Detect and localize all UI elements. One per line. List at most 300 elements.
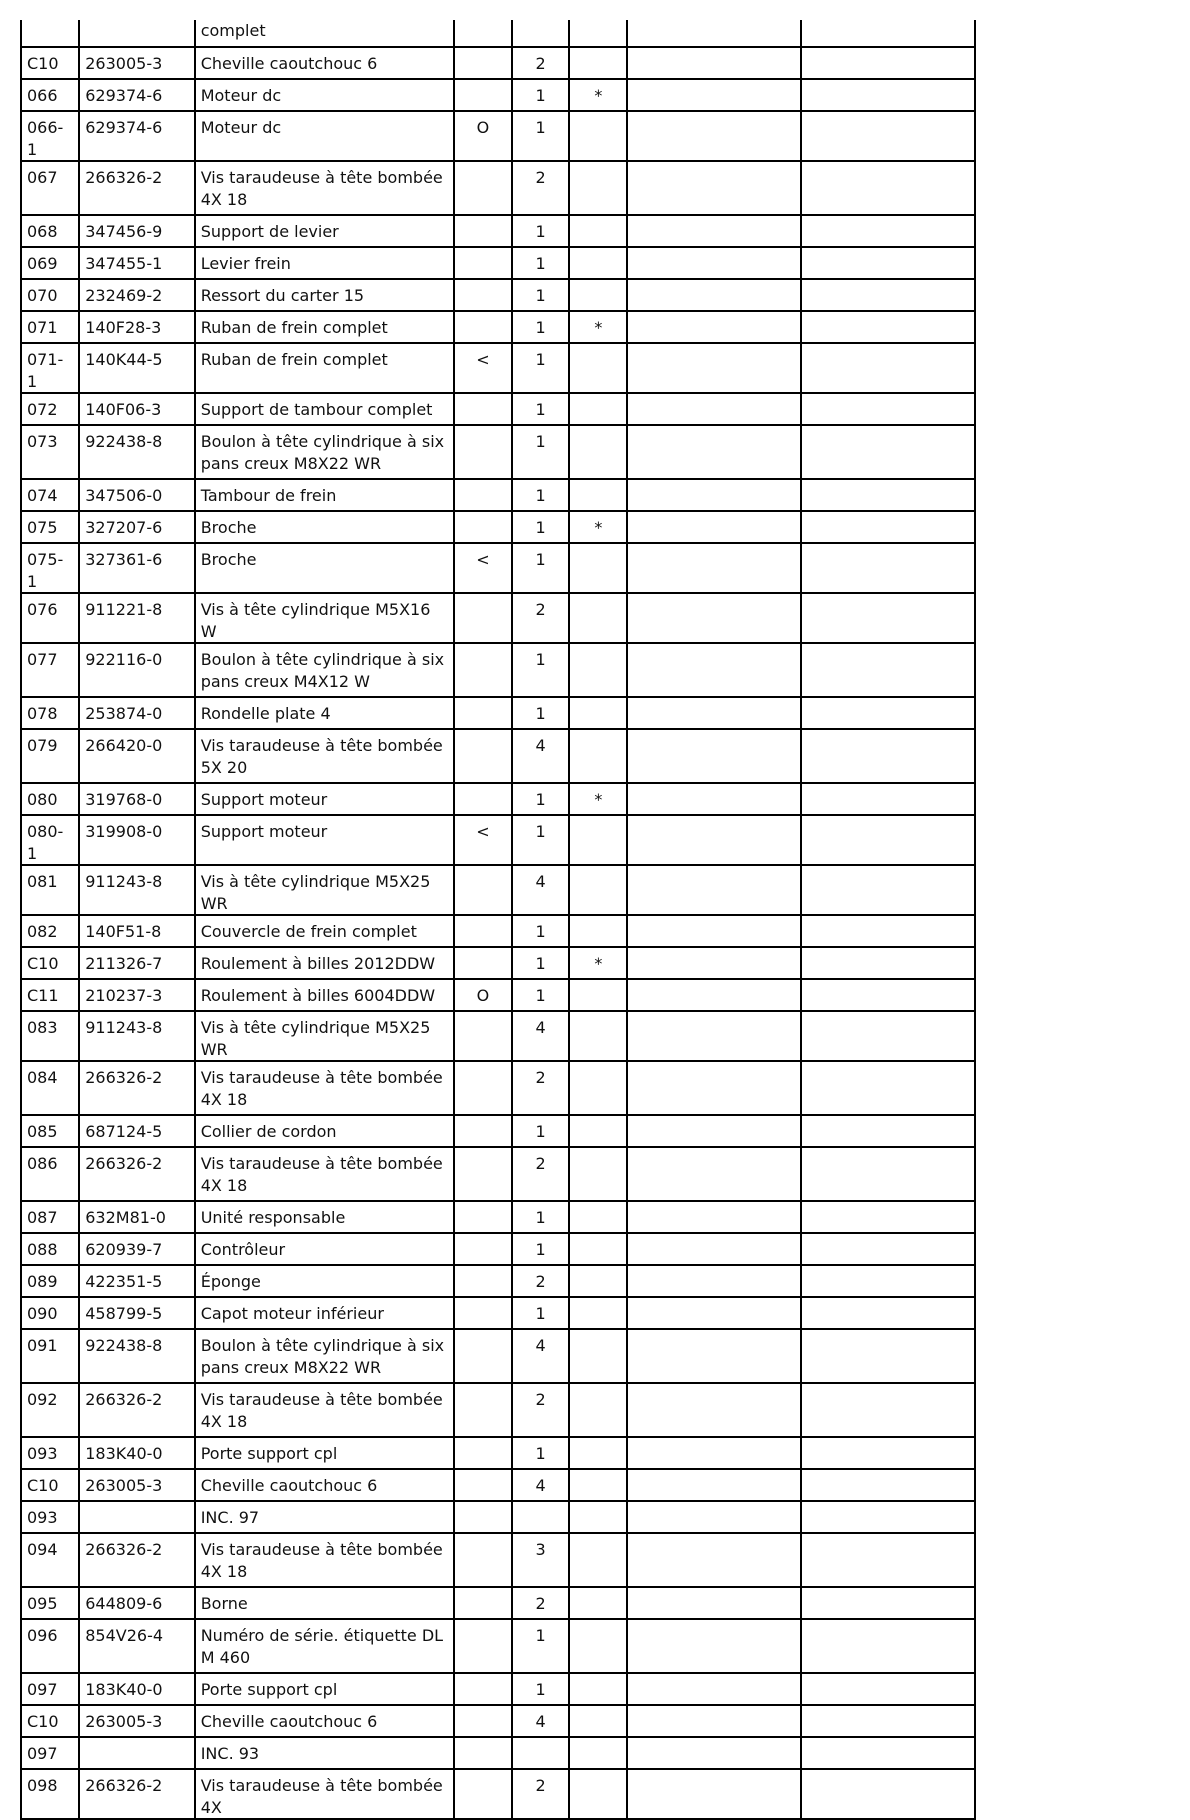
mark-cell: * (569, 783, 627, 815)
part-number-cell: 140F51-8 (79, 915, 194, 947)
ref-cell: 067 (21, 161, 79, 215)
description-cell: Porte support cpl (195, 1673, 454, 1705)
flag-cell (454, 1265, 512, 1297)
empty-cell (801, 111, 975, 161)
description-cell: Support de tambour complet (195, 393, 454, 425)
table-row (21, 511, 975, 543)
mark-cell (569, 215, 627, 247)
flag-cell (454, 1619, 512, 1673)
flag-cell (454, 643, 512, 697)
empty-cell (627, 1147, 801, 1201)
ref-cell: 090 (21, 1297, 79, 1329)
empty-cell (801, 1383, 975, 1437)
empty-cell (627, 393, 801, 425)
table-row (21, 783, 975, 815)
parts-table-body (21, 20, 975, 1819)
empty-cell (627, 1533, 801, 1587)
table-row (21, 1501, 975, 1533)
flag-cell (454, 1061, 512, 1115)
ref-cell: 068 (21, 215, 79, 247)
empty-cell (627, 111, 801, 161)
description-cell: Boulon à tête cylindrique à six pans creux M4X12 W (195, 643, 454, 697)
part-number-cell: 263005-3 (79, 1469, 194, 1501)
table-row (21, 311, 975, 343)
table-row (21, 1619, 975, 1673)
flag-cell (454, 1737, 512, 1769)
ref-cell: 074 (21, 479, 79, 511)
ref-cell: 066 (21, 79, 79, 111)
empty-cell (801, 1619, 975, 1673)
description-cell: Ruban de frein complet (195, 343, 454, 393)
ref-cell: 082 (21, 915, 79, 947)
empty-cell (801, 215, 975, 247)
part-number-cell: 140K44-5 (79, 343, 194, 393)
table-row (21, 697, 975, 729)
empty-cell (627, 979, 801, 1011)
part-number-cell: 911243-8 (79, 865, 194, 915)
empty-cell (801, 20, 975, 47)
description-cell: Ruban de frein complet (195, 311, 454, 343)
table-row (21, 1201, 975, 1233)
mark-cell (569, 729, 627, 783)
flag-cell: < (454, 543, 512, 593)
empty-cell (801, 247, 975, 279)
empty-cell (627, 1329, 801, 1383)
flag-cell (454, 1673, 512, 1705)
quantity-cell: 1 (512, 643, 569, 697)
table-row (21, 425, 975, 479)
quantity-cell: 1 (512, 511, 569, 543)
ref-cell: 085 (21, 1115, 79, 1147)
flag-cell: < (454, 815, 512, 865)
table-row (21, 1329, 975, 1383)
empty-cell (627, 947, 801, 979)
empty-cell (627, 1233, 801, 1265)
description-cell: Cheville caoutchouc 6 (195, 47, 454, 79)
empty-cell (627, 1011, 801, 1061)
empty-cell (627, 311, 801, 343)
mark-cell (569, 979, 627, 1011)
ref-cell: 097 (21, 1673, 79, 1705)
table-row (21, 815, 975, 865)
empty-cell (627, 1587, 801, 1619)
empty-cell (801, 947, 975, 979)
table-row (21, 1769, 975, 1819)
part-number-cell: 458799-5 (79, 1297, 194, 1329)
description-cell: Vis taraudeuse à tête bombée 4X (195, 1769, 454, 1819)
quantity-cell: 1 (512, 979, 569, 1011)
quantity-cell: 1 (512, 697, 569, 729)
mark-cell (569, 865, 627, 915)
part-number-cell: 266326-2 (79, 1769, 194, 1819)
part-number-cell: 327361-6 (79, 543, 194, 593)
part-number-cell: 266326-2 (79, 161, 194, 215)
ref-cell: 091 (21, 1329, 79, 1383)
part-number-cell: 854V26-4 (79, 1619, 194, 1673)
part-number-cell: 266420-0 (79, 729, 194, 783)
ref-cell: C10 (21, 1469, 79, 1501)
description-cell: Moteur dc (195, 79, 454, 111)
quantity-cell: 1 (512, 1115, 569, 1147)
ref-cell: 071 (21, 311, 79, 343)
quantity-cell: 4 (512, 1011, 569, 1061)
part-number-cell: 263005-3 (79, 1705, 194, 1737)
ref-cell: 073 (21, 425, 79, 479)
description-cell: Vis à tête cylindrique M5X25 WR (195, 1011, 454, 1061)
flag-cell (454, 1201, 512, 1233)
empty-cell (801, 915, 975, 947)
empty-cell (801, 1769, 975, 1819)
description-cell: Rondelle plate 4 (195, 697, 454, 729)
description-cell: INC. 97 (195, 1501, 454, 1533)
empty-cell (801, 543, 975, 593)
empty-cell (627, 1619, 801, 1673)
quantity-cell: 2 (512, 1383, 569, 1437)
quantity-cell (512, 1501, 569, 1533)
description-cell: Vis taraudeuse à tête bombée 4X 18 (195, 161, 454, 215)
part-number-cell: 140F06-3 (79, 393, 194, 425)
ref-cell: 092 (21, 1383, 79, 1437)
ref-cell: 070 (21, 279, 79, 311)
flag-cell (454, 47, 512, 79)
part-number-cell: 629374-6 (79, 111, 194, 161)
mark-cell (569, 593, 627, 643)
description-cell: Vis taraudeuse à tête bombée 4X 18 (195, 1383, 454, 1437)
quantity-cell: 2 (512, 1265, 569, 1297)
flag-cell (454, 865, 512, 915)
description-cell: Broche (195, 543, 454, 593)
mark-cell (569, 1147, 627, 1201)
part-number-cell: 183K40-0 (79, 1673, 194, 1705)
mark-cell: * (569, 311, 627, 343)
empty-cell (627, 1201, 801, 1233)
empty-cell (801, 393, 975, 425)
quantity-cell: 1 (512, 1619, 569, 1673)
ref-cell: 088 (21, 1233, 79, 1265)
empty-cell (801, 1297, 975, 1329)
mark-cell: * (569, 79, 627, 111)
flag-cell (454, 79, 512, 111)
table-row (21, 1297, 975, 1329)
empty-cell (801, 1265, 975, 1297)
empty-cell (627, 1769, 801, 1819)
mark-cell (569, 1705, 627, 1737)
ref-cell: 096 (21, 1619, 79, 1673)
quantity-cell: 1 (512, 111, 569, 161)
empty-cell (627, 815, 801, 865)
mark-cell (569, 343, 627, 393)
empty-cell (627, 915, 801, 947)
empty-cell (801, 697, 975, 729)
table-row (21, 593, 975, 643)
part-number-cell: 911243-8 (79, 1011, 194, 1061)
flag-cell: O (454, 979, 512, 1011)
ref-cell: 087 (21, 1201, 79, 1233)
description-cell: Cheville caoutchouc 6 (195, 1469, 454, 1501)
part-number-cell: 253874-0 (79, 697, 194, 729)
table-row (21, 1437, 975, 1469)
quantity-cell: 2 (512, 1587, 569, 1619)
empty-cell (627, 643, 801, 697)
quantity-cell: 1 (512, 393, 569, 425)
description-cell: Capot moteur inférieur (195, 1297, 454, 1329)
ref-cell: 083 (21, 1011, 79, 1061)
part-number-cell: 319908-0 (79, 815, 194, 865)
empty-cell (627, 425, 801, 479)
empty-cell (627, 279, 801, 311)
empty-cell (801, 979, 975, 1011)
empty-cell (801, 79, 975, 111)
empty-cell (627, 1673, 801, 1705)
description-cell: Tambour de frein (195, 479, 454, 511)
mark-cell (569, 393, 627, 425)
part-number-cell: 266326-2 (79, 1383, 194, 1437)
flag-cell (454, 1115, 512, 1147)
ref-cell: 072 (21, 393, 79, 425)
mark-cell (569, 1769, 627, 1819)
mark-cell (569, 643, 627, 697)
mark-cell (569, 1201, 627, 1233)
mark-cell (569, 1011, 627, 1061)
table-row (21, 643, 975, 697)
table-row (21, 111, 975, 161)
empty-cell (801, 47, 975, 79)
table-row (21, 1011, 975, 1061)
description-cell: Boulon à tête cylindrique à six pans creux M8X22 WR (195, 425, 454, 479)
flag-cell (454, 1501, 512, 1533)
description-cell: Levier frein (195, 247, 454, 279)
quantity-cell: 1 (512, 947, 569, 979)
mark-cell: * (569, 947, 627, 979)
ref-cell: 094 (21, 1533, 79, 1587)
empty-cell (801, 1233, 975, 1265)
quantity-cell: 2 (512, 1061, 569, 1115)
flag-cell (454, 783, 512, 815)
description-cell: Boulon à tête cylindrique à six pans creux M8X22 WR (195, 1329, 454, 1383)
ref-cell: 076 (21, 593, 79, 643)
quantity-cell: 1 (512, 279, 569, 311)
ref-cell: C10 (21, 1705, 79, 1737)
description-cell: Cheville caoutchouc 6 (195, 1705, 454, 1737)
part-number-cell: 347455-1 (79, 247, 194, 279)
mark-cell (569, 47, 627, 79)
part-number-cell: 140F28-3 (79, 311, 194, 343)
description-cell: Vis taraudeuse à tête bombée 4X 18 (195, 1147, 454, 1201)
table-row (21, 979, 975, 1011)
empty-cell (627, 1115, 801, 1147)
description-cell: Support de levier (195, 215, 454, 247)
table-row (21, 865, 975, 915)
flag-cell (454, 1147, 512, 1201)
empty-cell (627, 479, 801, 511)
flag-cell (454, 697, 512, 729)
empty-cell (801, 311, 975, 343)
ref-cell: 093 (21, 1501, 79, 1533)
ref-cell: 075 (21, 511, 79, 543)
part-number-cell: 266326-2 (79, 1061, 194, 1115)
quantity-cell: 1 (512, 79, 569, 111)
empty-cell (801, 1115, 975, 1147)
mark-cell (569, 425, 627, 479)
empty-cell (801, 1437, 975, 1469)
quantity-cell: 4 (512, 1329, 569, 1383)
table-row (21, 343, 975, 393)
flag-cell (454, 1587, 512, 1619)
ref-cell: 081 (21, 865, 79, 915)
flag-cell (454, 1705, 512, 1737)
part-number-cell: 922438-8 (79, 1329, 194, 1383)
empty-cell (801, 643, 975, 697)
description-cell: Roulement à billes 2012DDW (195, 947, 454, 979)
empty-cell (801, 1329, 975, 1383)
empty-cell (801, 1469, 975, 1501)
part-number-cell: 911221-8 (79, 593, 194, 643)
part-number-cell: 347506-0 (79, 479, 194, 511)
empty-cell (627, 697, 801, 729)
empty-cell (627, 161, 801, 215)
table-row (21, 1673, 975, 1705)
flag-cell (454, 1437, 512, 1469)
part-number-cell: 632M81-0 (79, 1201, 194, 1233)
flag-cell (454, 425, 512, 479)
empty-cell (801, 1147, 975, 1201)
flag-cell (454, 161, 512, 215)
mark-cell (569, 815, 627, 865)
flag-cell (454, 1011, 512, 1061)
quantity-cell: 1 (512, 1233, 569, 1265)
quantity-cell: 1 (512, 815, 569, 865)
quantity-cell: 4 (512, 865, 569, 915)
quantity-cell: 1 (512, 247, 569, 279)
mark-cell (569, 111, 627, 161)
description-cell: Broche (195, 511, 454, 543)
empty-cell (801, 161, 975, 215)
flag-cell (454, 1469, 512, 1501)
empty-cell (801, 479, 975, 511)
quantity-cell: 2 (512, 161, 569, 215)
mark-cell (569, 1265, 627, 1297)
mark-cell (569, 20, 627, 47)
empty-cell (627, 593, 801, 643)
empty-cell (801, 1061, 975, 1115)
mark-cell (569, 1383, 627, 1437)
flag-cell (454, 1533, 512, 1587)
table-row (21, 1469, 975, 1501)
quantity-cell: 1 (512, 1297, 569, 1329)
table-row (21, 915, 975, 947)
mark-cell (569, 915, 627, 947)
flag-cell (454, 279, 512, 311)
mark-cell (569, 1115, 627, 1147)
mark-cell (569, 697, 627, 729)
empty-cell (801, 1673, 975, 1705)
flag-cell (454, 393, 512, 425)
flag-cell (454, 479, 512, 511)
table-row (21, 1233, 975, 1265)
quantity-cell: 4 (512, 1469, 569, 1501)
part-number-cell: 210237-3 (79, 979, 194, 1011)
empty-cell (627, 47, 801, 79)
ref-cell: C10 (21, 947, 79, 979)
mark-cell (569, 1737, 627, 1769)
description-cell: Roulement à billes 6004DDW (195, 979, 454, 1011)
mark-cell (569, 1533, 627, 1587)
empty-cell (801, 425, 975, 479)
empty-cell (627, 1705, 801, 1737)
mark-cell: * (569, 511, 627, 543)
part-number-cell: 644809-6 (79, 1587, 194, 1619)
table-row (21, 1705, 975, 1737)
ref-cell: 084 (21, 1061, 79, 1115)
empty-cell (627, 729, 801, 783)
description-cell: INC. 93 (195, 1737, 454, 1769)
empty-cell (801, 1501, 975, 1533)
empty-cell (627, 247, 801, 279)
description-cell: Moteur dc (195, 111, 454, 161)
quantity-cell: 1 (512, 915, 569, 947)
empty-cell (627, 1437, 801, 1469)
quantity-cell: 2 (512, 1769, 569, 1819)
empty-cell (627, 79, 801, 111)
quantity-cell: 1 (512, 311, 569, 343)
empty-cell (801, 1587, 975, 1619)
ref-cell: 075-1 (21, 543, 79, 593)
quantity-cell: 1 (512, 215, 569, 247)
ref-cell: 080-1 (21, 815, 79, 865)
table-row (21, 215, 975, 247)
quantity-cell: 4 (512, 729, 569, 783)
quantity-cell: 1 (512, 543, 569, 593)
quantity-cell: 1 (512, 479, 569, 511)
empty-cell (627, 511, 801, 543)
description-cell: Support moteur (195, 815, 454, 865)
empty-cell (801, 1737, 975, 1769)
part-number-cell: 922116-0 (79, 643, 194, 697)
table-row (21, 1383, 975, 1437)
description-cell: Vis taraudeuse à tête bombée 4X 18 (195, 1533, 454, 1587)
table-row (21, 479, 975, 511)
quantity-cell: 2 (512, 47, 569, 79)
empty-cell (627, 543, 801, 593)
part-number-cell: 263005-3 (79, 47, 194, 79)
ref-cell: 078 (21, 697, 79, 729)
quantity-cell: 1 (512, 1673, 569, 1705)
empty-cell (627, 215, 801, 247)
empty-cell (627, 1737, 801, 1769)
ref-cell: 079 (21, 729, 79, 783)
ref-cell: 089 (21, 1265, 79, 1297)
ref-cell: 097 (21, 1737, 79, 1769)
empty-cell (627, 1469, 801, 1501)
mark-cell (569, 1297, 627, 1329)
flag-cell (454, 947, 512, 979)
ref-cell: 066-1 (21, 111, 79, 161)
empty-cell (627, 1501, 801, 1533)
empty-cell (801, 1705, 975, 1737)
table-row (21, 393, 975, 425)
ref-cell (21, 20, 79, 47)
flag-cell (454, 729, 512, 783)
flag-cell (454, 511, 512, 543)
empty-cell (801, 1533, 975, 1587)
table-row (21, 1737, 975, 1769)
mark-cell (569, 1619, 627, 1673)
ref-cell: 069 (21, 247, 79, 279)
part-number-cell (79, 20, 194, 47)
quantity-cell (512, 20, 569, 47)
empty-cell (801, 593, 975, 643)
table-row (21, 20, 975, 47)
